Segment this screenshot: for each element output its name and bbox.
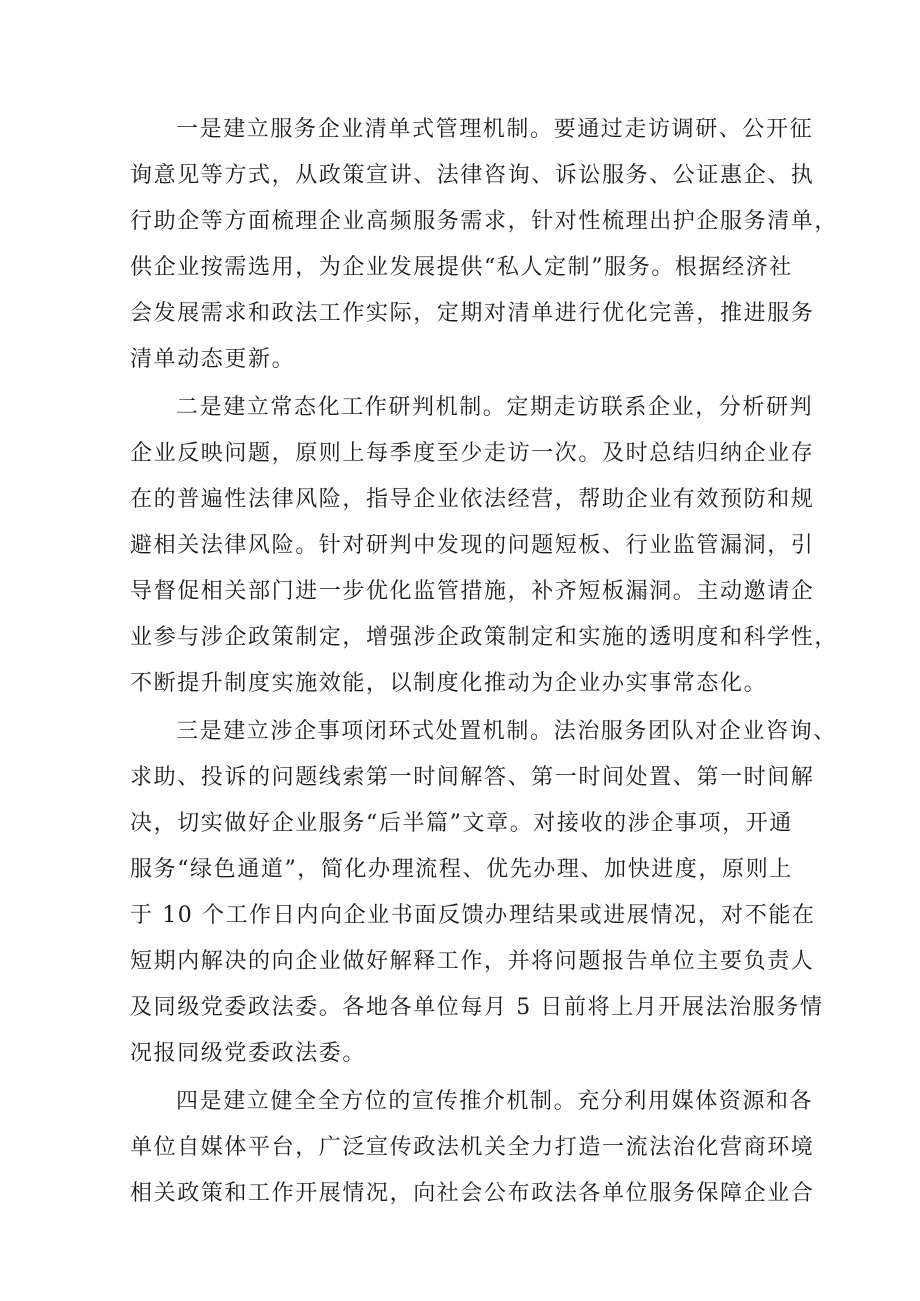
text-line: 询意见等方式，从政策宣讲、法律咨询、诉讼服务、公证惠企、执	[130, 163, 815, 188]
text-line: 二是建立常态化工作研判机制。定期走访联系企业，分析研判	[176, 395, 814, 420]
text-line: 避相关法律风险。针对研判中发现的问题短板、行业监管漏洞，引	[130, 533, 815, 558]
text-line: 行助企等方面梳理企业高频服务需求，针对性梳理出护企服务清单，	[130, 209, 839, 234]
text-line: 一是建立服务企业清单式管理机制。要通过走访调研、公开征	[176, 117, 814, 142]
text-line: 求助、投诉的问题线索第一时间解答、第一时间处置、第一时间解	[130, 765, 815, 790]
text-line: 于 10 个工作日内向企业书面反馈办理结果或进展情况，对不能在	[130, 903, 816, 928]
text-line: 况报同级党委政法委。	[130, 1041, 367, 1066]
text-line: 短期内解决的向企业做好解释工作，并将问题报告单位主要负责人	[130, 949, 815, 974]
text-line: 不断提升制度实施效能，以制度化推动为企业办实事常态化。	[130, 671, 768, 696]
text-line: 在的普遍性法律风险，指导企业依法经营，帮助企业有效预防和规	[130, 487, 815, 512]
text-line: 服务“绿色通道”，简化办理流程、优先办理、加快进度，原则上	[130, 857, 793, 882]
text-line: 供企业按需选用，为企业发展提供“私人定制”服务。根据经济社	[130, 255, 793, 280]
text-line: 清单动态更新。	[130, 347, 296, 372]
text-line: 导督促相关部门进一步优化监管措施，补齐短板漏洞。主动邀请企	[130, 579, 815, 604]
text-line: 三是建立涉企事项闭环式处置机制。法治服务团队对企业咨询、	[176, 719, 837, 744]
text-line: 及同级党委政法委。各地各单位每月 5 日前将上月开展法治服务情	[130, 995, 824, 1020]
text-line: 单位自媒体平台，广泛宣传政法机关全力打造一流法治化营商环境	[130, 1135, 815, 1160]
text-line: 会发展需求和政法工作实际，定期对清单进行优化完善，推进服务	[130, 301, 815, 326]
text-line: 业参与涉企政策制定，增强涉企政策制定和实施的透明度和科学性，	[130, 625, 839, 650]
text-line: 相关政策和工作开展情况，向社会公布政法各单位服务保障企业合	[130, 1181, 815, 1206]
text-line: 决，切实做好企业服务“后半篇”文章。对接收的涉企事项，开通	[130, 811, 793, 836]
text-line: 企业反映问题，原则上每季度至少走访一次。及时总结归纳企业存	[130, 441, 815, 466]
text-line: 四是建立健全全方位的宣传推介机制。充分利用媒体资源和各	[176, 1089, 814, 1114]
